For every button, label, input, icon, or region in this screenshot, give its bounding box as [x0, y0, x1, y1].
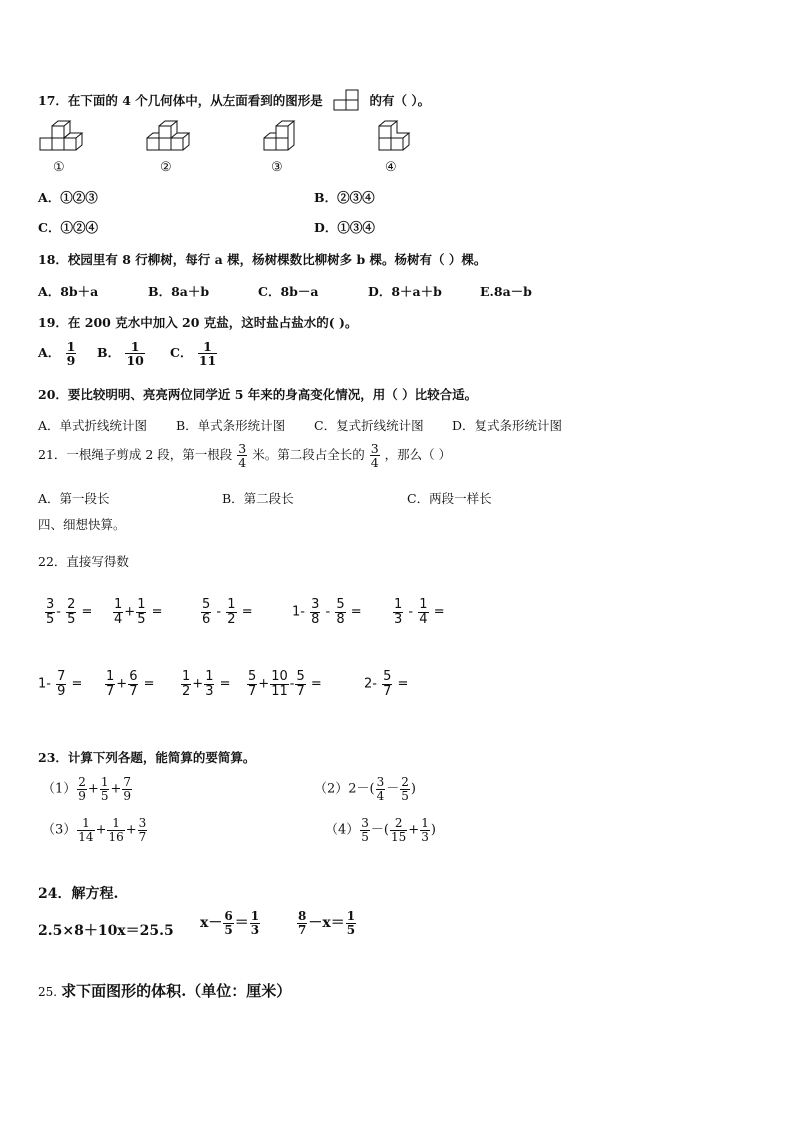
q17-stem [38, 89, 430, 114]
q19-option-c-label: C． [170, 345, 193, 361]
q23-item-2: （2）2－( $\frac{3}{4}$ － $\frac{2}{5}$ ) [314, 775, 416, 803]
q22-expr-4: 1- $\frac{3}{8}$ - $\frac{5}{8}$ = [292, 597, 362, 627]
fraction: $\frac{3}{4}$ [238, 441, 247, 471]
q19-option-a[interactable] [38, 340, 77, 367]
q22-title: 22．直接写得数 [38, 554, 129, 569]
fraction: $\frac{1}{10}$ [126, 339, 144, 369]
cube-figure-3 [262, 120, 302, 160]
q20-option-b[interactable]: B．单式条形统计图 [176, 418, 286, 433]
q21-text-c: ，那么（ ） [384, 447, 452, 463]
q22-expr-5: $\frac{1}{3}$ - $\frac{1}{4}$ = [394, 597, 445, 627]
q17-option-a[interactable]: A．①②③ [38, 190, 98, 205]
left-view-icon [333, 89, 359, 114]
q17-text-before: 17．在下面的 4 个几何体中，从左面看到的图形是 [38, 93, 323, 108]
q19-option-c[interactable] [170, 340, 218, 367]
q24-equation-2: x－ $\frac{6}{5}$ ＝ $\frac{1}{3}$ [200, 909, 260, 937]
cube-label-1: ① [53, 160, 65, 175]
q21-text-a: 21．一根绳子剪成 2 段，第一根段 [38, 447, 233, 463]
q23-item-1: （1） $\frac{2}{9}$ + $\frac{1}{5}$ + $\frac{7}{9}$ [42, 775, 132, 803]
q22-expr-6: 1- $\frac{7}{9}$ = [38, 669, 83, 699]
q19-option-a-label: A． [38, 345, 61, 361]
q23-item-4: （4） $\frac{3}{5}$ －( $\frac{2}{15}$ + $\frac{1}{3}$ ) [325, 816, 436, 844]
q20-stem: 20．要比较明明、亮亮两位同学近 5 年来的身高变化情况，用（ ）比较合适。 [38, 387, 478, 402]
fraction: $\frac{3}{4}$ [370, 441, 379, 471]
q22-expr-10: 2- $\frac{5}{7}$ = [364, 669, 409, 699]
q22-expr-8: $\frac{1}{2}$ + $\frac{1}{3}$ = [182, 669, 231, 699]
cube-figure-1 [38, 120, 86, 160]
q22-expr-3: $\frac{5}{6}$ - $\frac{1}{2}$ = [202, 597, 253, 627]
q23-title: 23．计算下列各题，能简算的要简算。 [38, 750, 256, 765]
q21-text-b: 米。第二段占全长的 [252, 447, 365, 463]
q18-stem: 18．校园里有 8 行柳树，每行 a 棵，杨树棵数比柳树多 b 棵。杨树有（ ）棵。 [38, 252, 487, 267]
fraction: $\frac{1}{9}$ [66, 339, 76, 369]
q22-expr-7: $\frac{1}{7}$ + $\frac{6}{7}$ = [106, 669, 155, 699]
q23-item-3: （3） $\frac{1}{14}$ + $\frac{1}{16}$ + $\frac{3}{7}$ [42, 816, 147, 844]
q18-option-d[interactable]: D．8＋a＋b [368, 284, 442, 299]
q24-equation-3: $\frac{8}{7}$ －x＝ $\frac{1}{5}$ [298, 909, 356, 937]
q21-option-a[interactable]: A．第一段长 [38, 491, 110, 506]
q22-expr-1: $\frac{3}{5}$ - $\frac{2}{5}$ = [46, 597, 93, 627]
q22-expr-9: $\frac{5}{7}$ + $\frac{10}{11}$ - $\frac{5}{7}$ = [248, 669, 322, 699]
q20-option-d[interactable]: D．复式条形统计图 [452, 418, 563, 433]
q18-option-c[interactable]: C．8b－a [258, 284, 319, 299]
cube-label-3: ③ [271, 160, 283, 175]
cube-label-2: ② [160, 160, 172, 175]
q17-option-d[interactable]: D．①③④ [314, 220, 375, 235]
section-heading: 四、细想快算。 [38, 517, 126, 532]
q18-option-b[interactable]: B．8a＋b [148, 284, 210, 299]
q25-stem [38, 980, 291, 1001]
q18-option-a[interactable]: A．8b＋a [38, 284, 99, 299]
q17-option-c[interactable]: C．①②④ [38, 220, 98, 235]
q22-expr-2: $\frac{1}{4}$ + $\frac{1}{5}$ = [114, 597, 163, 627]
cube-figure-2 [145, 120, 197, 160]
q24-equation-1: 2.5×8＋10x＝25.5 [38, 923, 174, 939]
q25-number: 25. [38, 985, 58, 999]
q17-option-b[interactable]: B．②③④ [314, 190, 375, 205]
q21-option-b[interactable]: B．第二段长 [222, 491, 294, 506]
q19-stem: 19．在 200 克水中加入 20 克盐，这时盐占盐水的( )。 [38, 315, 358, 330]
q19-option-b[interactable] [97, 340, 146, 367]
q19-option-b-label: B． [97, 345, 121, 361]
q20-option-a[interactable]: A．单式折线统计图 [38, 418, 148, 433]
q25-text: 求下面图形的体积.（单位：厘米） [61, 982, 292, 1000]
cube-figure-4 [377, 120, 417, 160]
q18-option-e[interactable]: E.8a－b [480, 284, 532, 299]
cube-label-4: ④ [385, 160, 397, 175]
q20-option-c[interactable]: C．复式折线统计图 [314, 418, 424, 433]
q17-text-after: 的有（ ）。 [369, 93, 431, 108]
q21-option-c[interactable]: C．两段一样长 [407, 491, 492, 506]
q24-title: 24．解方程. [38, 886, 119, 902]
q21-stem [38, 442, 451, 469]
fraction: $\frac{1}{11}$ [198, 339, 217, 369]
